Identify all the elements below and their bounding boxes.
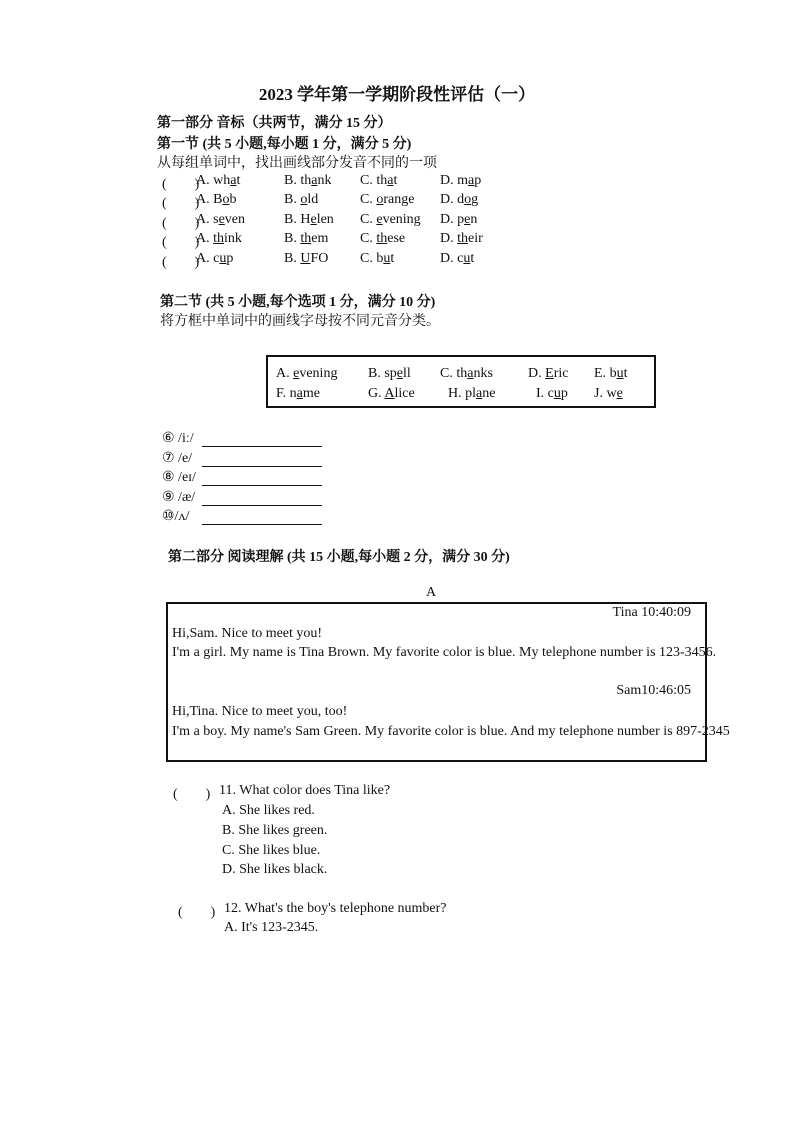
chat-greeting-sam: Hi,Tina. Nice to meet you, too! bbox=[172, 704, 348, 719]
phoneme-blank-row bbox=[162, 450, 322, 467]
word-part: G. bbox=[368, 386, 385, 401]
underlined-letters: a bbox=[230, 173, 237, 188]
q12-option-a: A. It's 123-2345. bbox=[224, 920, 319, 935]
word-option bbox=[594, 366, 627, 382]
phoneme-label: ⑥ /iː/ bbox=[162, 431, 194, 446]
underlined-letters: o bbox=[222, 192, 230, 207]
word-part: D. bbox=[440, 173, 458, 188]
q12-bracket[interactable]: ( ) bbox=[178, 905, 216, 920]
word-part: b bbox=[229, 192, 237, 207]
part1-heading: 第一部分 音标（共两节，满分 15 分） bbox=[157, 116, 392, 131]
underlined-letters: e bbox=[616, 386, 623, 401]
section2-heading: 第二节 (共 5 小题,每个选项 1 分，满分 10 分) bbox=[160, 295, 436, 310]
underlined-letters: u bbox=[219, 251, 227, 266]
option-a bbox=[196, 251, 233, 267]
word-part: len bbox=[316, 212, 334, 227]
word-part: p bbox=[457, 212, 465, 227]
answer-bracket[interactable]: ( ) bbox=[162, 216, 200, 231]
word-part: vening bbox=[382, 212, 421, 227]
word-option bbox=[528, 366, 568, 382]
underlined-letters: a bbox=[468, 173, 475, 188]
word-part: B. bbox=[368, 366, 385, 381]
word-option bbox=[276, 386, 320, 402]
word-part: ld bbox=[307, 192, 319, 207]
underlined-letters: u bbox=[463, 251, 471, 266]
word-part: C. bbox=[360, 173, 377, 188]
underlined-letters: a bbox=[296, 386, 303, 401]
answer-blank[interactable] bbox=[202, 491, 322, 506]
phoneme-label: ⑩/ʌ/ bbox=[162, 509, 190, 524]
word-part: ll bbox=[403, 366, 411, 381]
underlined-letters: A bbox=[384, 386, 395, 401]
chat-body-sam: I'm a boy. My name's Sam Green. My favorite color is blue. And my telephone number is 897-2345 bbox=[172, 724, 730, 739]
word-option bbox=[594, 386, 623, 402]
underlined-letters: e bbox=[293, 366, 300, 381]
word-option bbox=[368, 386, 415, 402]
option-b bbox=[284, 192, 318, 208]
word-part: B bbox=[213, 192, 223, 207]
word-part: ric bbox=[553, 366, 569, 381]
word-part: t bbox=[623, 366, 628, 381]
word-part: p bbox=[474, 173, 482, 188]
underlined-letters: o bbox=[376, 192, 384, 207]
option-d bbox=[440, 231, 483, 247]
option-b bbox=[284, 173, 331, 189]
underlined-letters: th bbox=[213, 231, 225, 246]
q11-stem: 11. What color does Tina like? bbox=[219, 783, 391, 798]
answer-blank[interactable] bbox=[202, 452, 322, 467]
word-part: w bbox=[606, 386, 617, 401]
option-b bbox=[284, 231, 328, 247]
underlined-letters: a bbox=[387, 173, 394, 188]
word-part: H bbox=[300, 212, 311, 227]
chat-header-tina: Tina 10:40:09 bbox=[612, 605, 691, 620]
word-part: H. bbox=[448, 386, 466, 401]
option-d bbox=[440, 251, 474, 267]
option-b bbox=[284, 212, 334, 228]
word-part: ese bbox=[387, 231, 406, 246]
word-part: A. bbox=[196, 212, 214, 227]
word-part: g bbox=[471, 192, 479, 207]
word-part: d bbox=[457, 192, 465, 207]
section1-instruction: 从每组单词中，找出画线部分发音不同的一项 bbox=[157, 156, 437, 171]
underlined-letters: th bbox=[457, 231, 469, 246]
word-part: b bbox=[376, 251, 384, 266]
word-part: ink bbox=[224, 231, 242, 246]
underlined-letters: o bbox=[300, 192, 308, 207]
option-a bbox=[196, 231, 242, 247]
option-c bbox=[360, 192, 414, 208]
word-part: C. bbox=[360, 231, 377, 246]
underlined-letters: E bbox=[545, 366, 554, 381]
word-part: m bbox=[457, 173, 469, 188]
underlined-letters: a bbox=[467, 366, 474, 381]
option-c bbox=[360, 212, 421, 228]
word-part: A. bbox=[196, 192, 214, 207]
underlined-letters: e bbox=[218, 212, 225, 227]
underlined-letters: U bbox=[300, 251, 311, 266]
chat-header-sam: Sam10:46:05 bbox=[616, 683, 691, 698]
word-part: n bbox=[289, 386, 297, 401]
word-part: p bbox=[560, 386, 568, 401]
answer-blank[interactable] bbox=[202, 510, 322, 525]
word-part: E. bbox=[594, 366, 610, 381]
answer-blank[interactable] bbox=[202, 432, 322, 447]
option-a bbox=[196, 212, 245, 228]
answer-blank[interactable] bbox=[202, 471, 322, 486]
word-part: B. bbox=[284, 251, 301, 266]
underlined-letters: e bbox=[396, 366, 404, 381]
phoneme-blank-row bbox=[162, 430, 322, 447]
word-part: range bbox=[383, 192, 415, 207]
underlined-letters: a bbox=[311, 173, 318, 188]
word-part: J. bbox=[594, 386, 607, 401]
word-part: I. bbox=[536, 386, 548, 401]
word-option bbox=[440, 366, 493, 382]
word-part: me bbox=[302, 386, 320, 401]
option-c bbox=[360, 251, 394, 267]
section1-heading: 第一节 (共 5 小题,每小题 1 分，满分 5 分) bbox=[157, 137, 412, 152]
word-part: c bbox=[547, 386, 554, 401]
underlined-letters: u bbox=[553, 386, 561, 401]
word-part: D. bbox=[440, 192, 458, 207]
phoneme-label: ⑨ /æ/ bbox=[162, 490, 196, 505]
chat-greeting-tina: Hi,Sam. Nice to meet you! bbox=[172, 626, 323, 641]
word-part: C. bbox=[360, 192, 377, 207]
word-option bbox=[368, 366, 411, 382]
word-part: C. bbox=[360, 251, 377, 266]
part2-heading: 第二部分 阅读理解 (共 15 小题,每小题 2 分，满分 30 分) bbox=[168, 550, 510, 565]
word-part: A. bbox=[276, 366, 294, 381]
word-part: th bbox=[376, 173, 388, 188]
word-part: pl bbox=[465, 386, 477, 401]
word-part: em bbox=[311, 231, 329, 246]
word-option bbox=[276, 366, 337, 382]
word-part: p bbox=[226, 251, 234, 266]
option-c bbox=[360, 231, 405, 247]
section2-instruction: 将方框中单词中的画线字母按不同元音分类。 bbox=[160, 314, 440, 329]
word-part: n bbox=[470, 212, 478, 227]
option-d bbox=[440, 192, 478, 208]
word-part: t bbox=[390, 251, 395, 266]
word-part: th bbox=[456, 366, 468, 381]
answer-bracket[interactable]: ( ) bbox=[162, 177, 200, 192]
underlined-letters: th bbox=[376, 231, 388, 246]
option-a bbox=[196, 173, 240, 189]
word-part: D. bbox=[528, 366, 546, 381]
phoneme-blank-row bbox=[162, 489, 322, 506]
q11-bracket[interactable]: ( ) bbox=[173, 787, 211, 802]
word-part: vening bbox=[299, 366, 338, 381]
word-part: t bbox=[236, 173, 241, 188]
underlined-letters: e bbox=[310, 212, 317, 227]
word-part: A. bbox=[196, 231, 214, 246]
word-part: B. bbox=[284, 212, 301, 227]
chat-body-tina: I'm a girl. My name is Tina Brown. My favorite color is blue. My telephone number is 123-3456. bbox=[172, 645, 717, 660]
option-a bbox=[196, 192, 236, 208]
phoneme-blank-row bbox=[162, 508, 322, 525]
word-part: th bbox=[300, 173, 312, 188]
phoneme-blank-row bbox=[162, 469, 322, 486]
page-title: 2023 学年第一学期阶段性评估（一） bbox=[258, 85, 536, 104]
answer-bracket[interactable]: ( ) bbox=[162, 255, 200, 270]
word-part: D. bbox=[440, 212, 458, 227]
word-part: B. bbox=[284, 192, 301, 207]
word-part: b bbox=[609, 366, 617, 381]
word-part: nk bbox=[317, 173, 332, 188]
underlined-letters: e bbox=[376, 212, 383, 227]
word-part: FO bbox=[310, 251, 329, 266]
q11-option-b: B. She likes green. bbox=[222, 823, 328, 838]
underlined-letters: o bbox=[464, 192, 472, 207]
word-part: lice bbox=[394, 386, 415, 401]
underlined-letters: th bbox=[300, 231, 312, 246]
word-option bbox=[448, 386, 495, 402]
word-part: eir bbox=[468, 231, 483, 246]
word-part: D. bbox=[440, 251, 458, 266]
q11-option-d: D. She likes black. bbox=[222, 862, 328, 877]
q11-option-c: C. She likes blue. bbox=[222, 843, 321, 858]
chat-box bbox=[166, 602, 730, 762]
word-part: B. bbox=[284, 231, 301, 246]
word-part: A. bbox=[196, 173, 214, 188]
word-part: B. bbox=[284, 173, 301, 188]
word-part: nks bbox=[473, 366, 493, 381]
word-part: c bbox=[457, 251, 464, 266]
word-part: A. bbox=[196, 251, 214, 266]
answer-bracket[interactable]: ( ) bbox=[162, 196, 200, 211]
word-option bbox=[536, 386, 568, 402]
phoneme-label: ⑦ /e/ bbox=[162, 451, 193, 466]
underlined-letters: a bbox=[476, 386, 483, 401]
word-part: t bbox=[393, 173, 398, 188]
underlined-letters: e bbox=[464, 212, 471, 227]
phoneme-label: ⑧ /eɪ/ bbox=[162, 470, 196, 485]
option-b bbox=[284, 251, 328, 267]
option-c bbox=[360, 173, 397, 189]
word-part: wh bbox=[213, 173, 231, 188]
word-part: C. bbox=[440, 366, 457, 381]
word-part: t bbox=[470, 251, 475, 266]
word-part: D. bbox=[440, 231, 458, 246]
passage-label: A bbox=[426, 585, 437, 600]
q11-option-a: A. She likes red. bbox=[222, 803, 315, 818]
answer-bracket[interactable]: ( ) bbox=[162, 235, 200, 250]
word-part: sp bbox=[384, 366, 397, 381]
option-d bbox=[440, 212, 477, 228]
word-box bbox=[266, 355, 656, 408]
word-part: C. bbox=[360, 212, 377, 227]
word-part: s bbox=[213, 212, 219, 227]
word-part: ne bbox=[482, 386, 496, 401]
underlined-letters: u bbox=[616, 366, 624, 381]
q12-stem: 12. What's the boy's telephone number? bbox=[224, 901, 447, 916]
underlined-letters: u bbox=[383, 251, 391, 266]
word-part: ven bbox=[224, 212, 246, 227]
option-d bbox=[440, 173, 481, 189]
word-part: c bbox=[213, 251, 220, 266]
word-part: F. bbox=[276, 386, 290, 401]
